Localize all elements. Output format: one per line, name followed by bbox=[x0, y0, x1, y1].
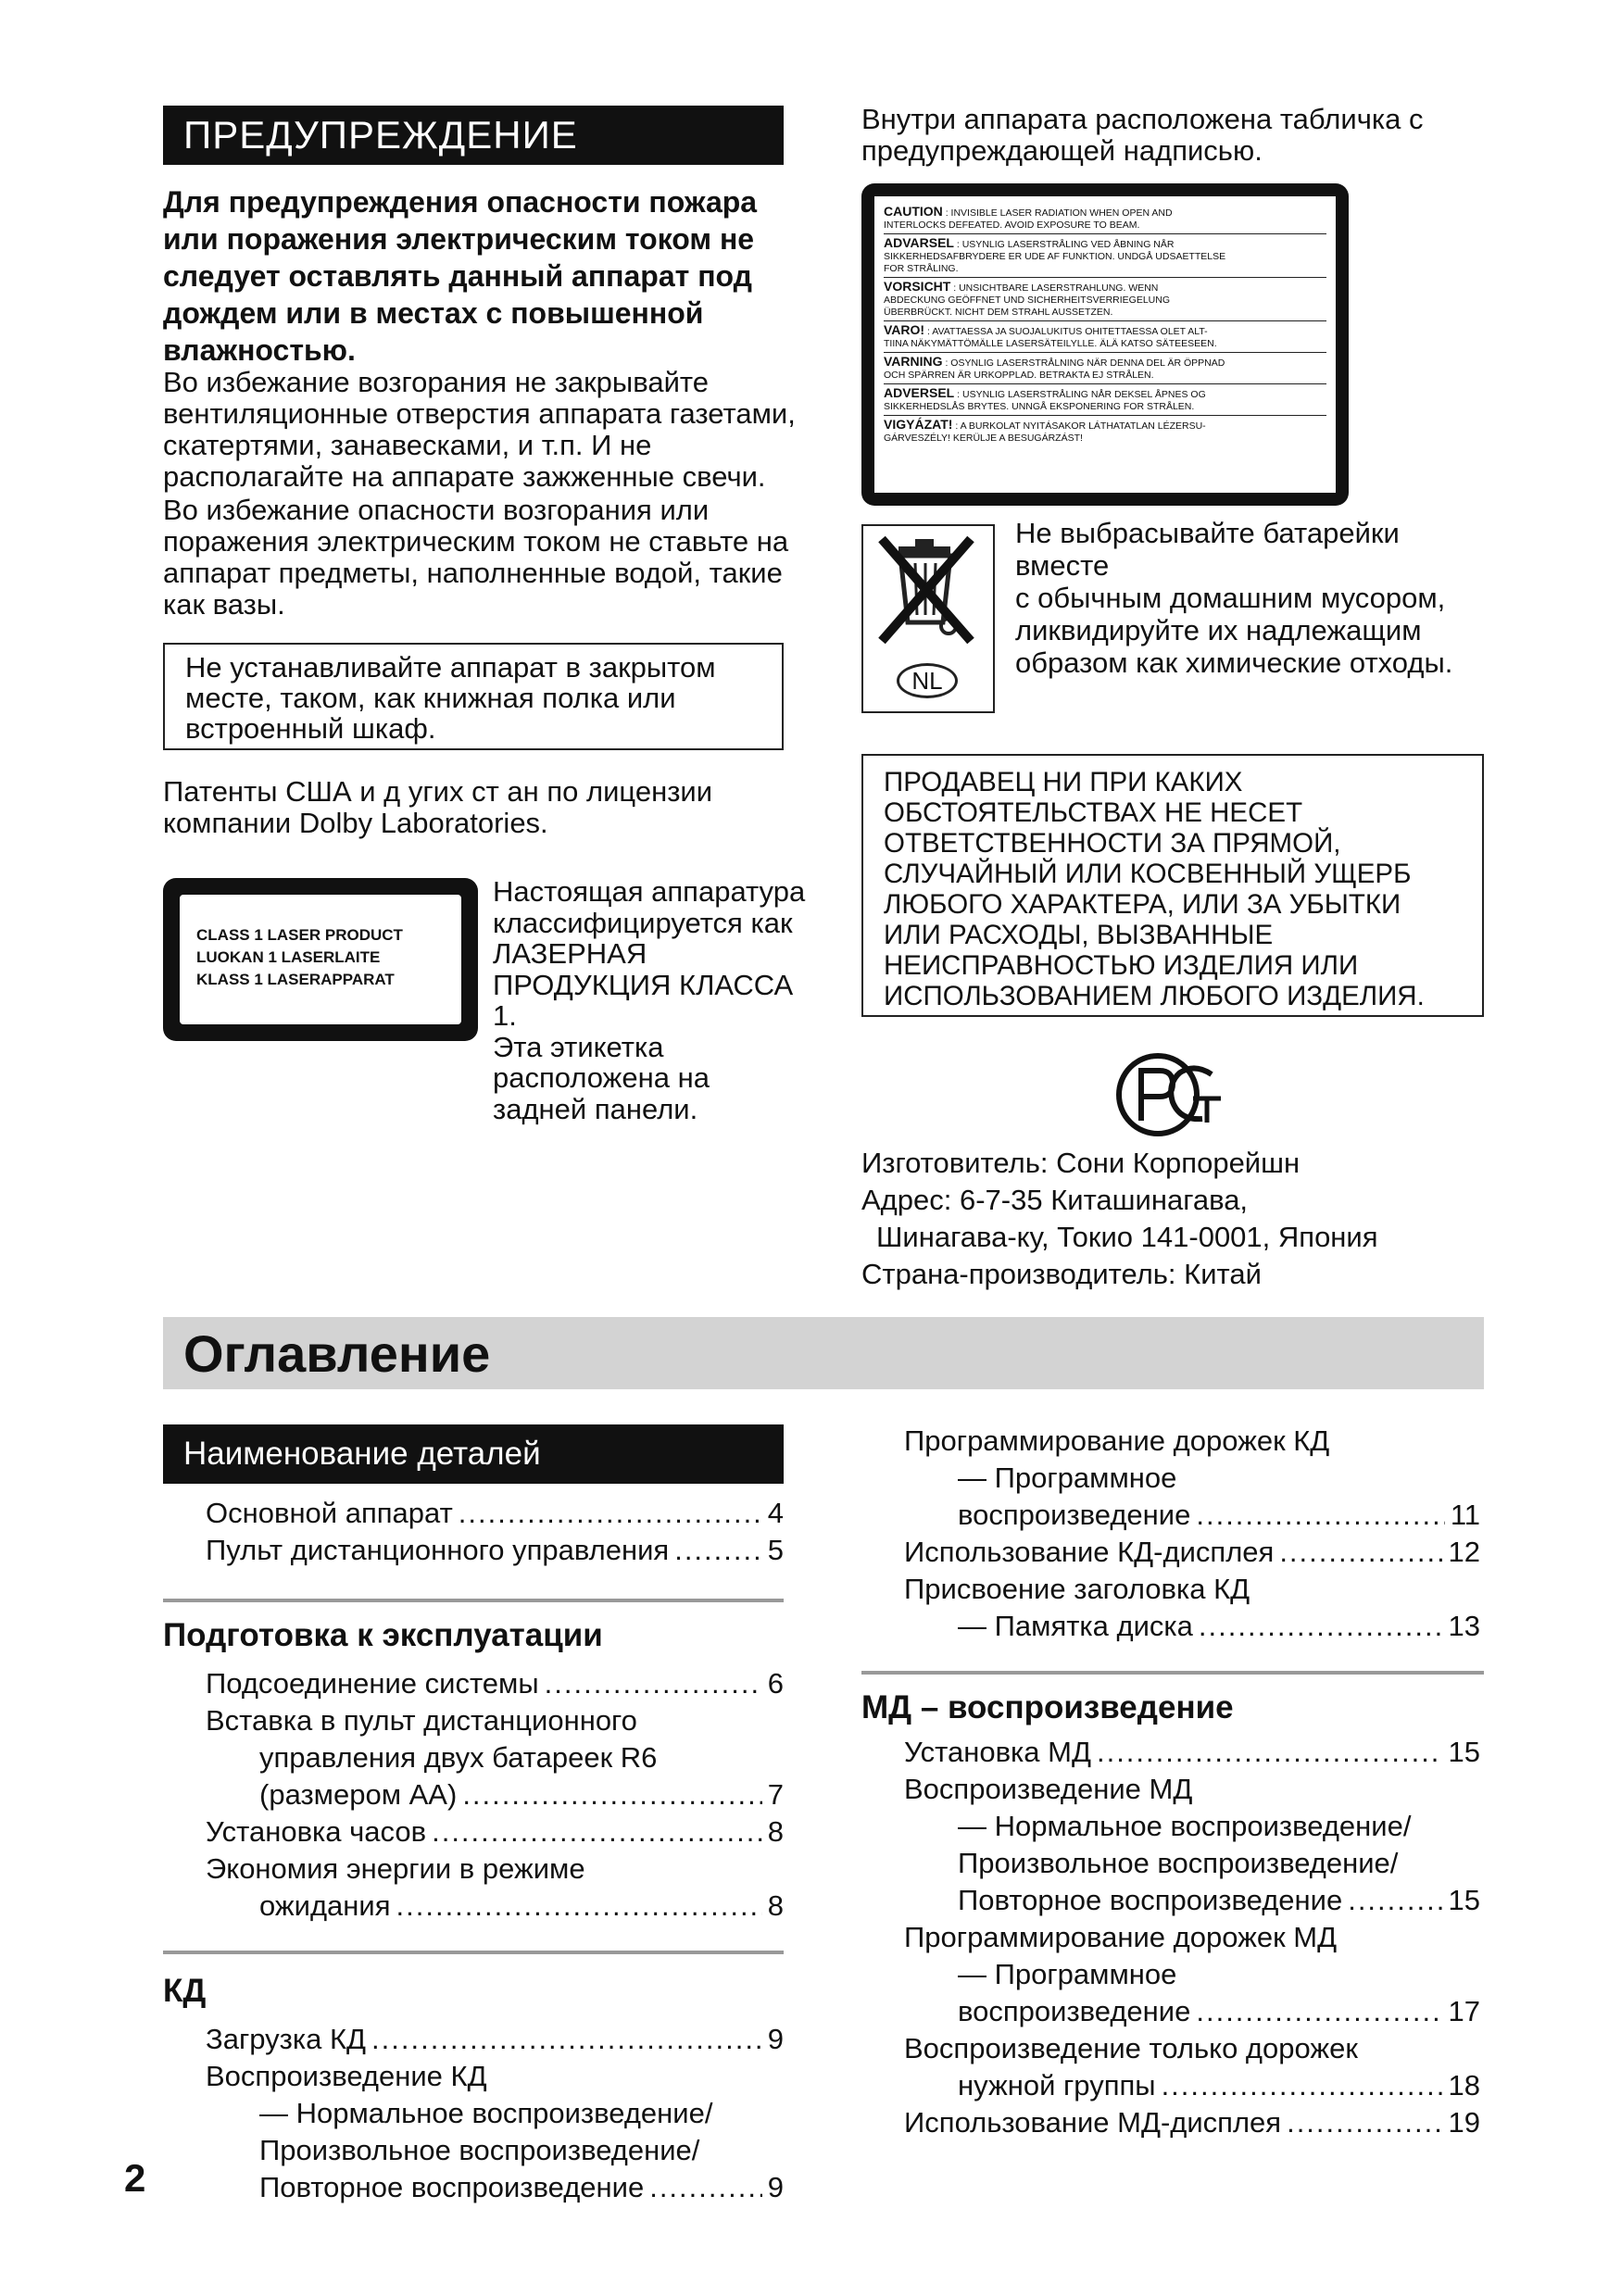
toc-entry[interactable]: воспроизведение ..... 11 bbox=[904, 1497, 1480, 1534]
warning-bold-text: Для предупреждения опасности пожара или поражения электрическим током не следует оставлять данный аппарат под дождем или в местах с повышенной влажностью. bbox=[163, 185, 758, 367]
installation-notice-box: Не устанавливайте аппарат в закрытом месте, таком, как книжная полка или встроенный шкаф. bbox=[163, 643, 784, 750]
warning-title-bar bbox=[163, 106, 784, 165]
certification-mark-icon bbox=[1115, 1047, 1230, 1143]
toc-entry[interactable]: Повторное воспроизведение ..... 9 bbox=[206, 2169, 784, 2206]
toc-entry[interactable]: Пульт дистанционного управления ..... 5 bbox=[206, 1532, 784, 1569]
section-divider bbox=[861, 1671, 1484, 1675]
toc-entry[interactable]: Повторное воспроизведение ..... 15 bbox=[904, 1882, 1480, 1919]
toc-section-prep-title: Подготовка к эксплуатации bbox=[163, 1617, 603, 1653]
laser-class-text: Настоящая аппаратура классифицируется как ЛАЗЕРНАЯ ПРОДУКЦИЯ КЛАССА 1. Эта этикетка расположена на задней панели. bbox=[493, 875, 806, 1125]
advarsel-dk-block: ADVARSEL : USYNLIG LASERSTRÅLING VED ÅBNING NÅR SIKKERHEDSAFBRYDERE ER UDE AF FUNKTION. UNDGÅ UDSAETTELSE FOR STRÅLING. bbox=[884, 237, 1326, 278]
toc-left-column bbox=[206, 1495, 784, 1569]
label-intro-text: Внутри аппарата расположена табличка с предупреждающей надписью. bbox=[861, 103, 1424, 167]
warning-paragraph-1: Во избежание возгорания не закрывайте вентиляционные отверстия аппарата газетами, скатертями, занавесками, и т.п. И не располагайте на аппарате зажженные свечи. bbox=[163, 366, 796, 493]
toc-entry[interactable]: Подсоединение системы ..... 6 bbox=[206, 1665, 784, 1702]
toc-entry[interactable]: — Памятка диска ..... 13 bbox=[904, 1608, 1480, 1645]
warning-paragraph-2: Во избежание опасности возгорания или поражения электрическим током не ставьте на аппарат предметы, наполненные водой, такие как вазы. bbox=[163, 494, 789, 621]
manufacturer-info: Изготовитель: Сони Корпорейшн Адрес: 6-7-35 Киташинагава, Шинагава-ку, Токио 141-0001, Япония Страна-производитель: Китай bbox=[861, 1147, 1378, 1290]
toc-entry[interactable]: нужной группы ..... 18 bbox=[904, 2067, 1480, 2104]
toc-entry[interactable]: Использование КД-дисплея ..... 12 bbox=[904, 1534, 1480, 1571]
toc-entry[interactable]: Основной аппарат ..... 4 bbox=[206, 1495, 784, 1532]
toc-entry[interactable]: Загрузка КД ..... 9 bbox=[206, 2021, 784, 2058]
varo-block: VARO! : AVATTAESSA JA SUOJALUKITUS OHITETTAESSA OLET ALT- TIINA NÄKYMÄTTÖMÄLLE LASERSÄTEILYLLE. ÄLÄ KATSO SÄTEESEEN. bbox=[884, 324, 1326, 353]
battery-disposal-panel bbox=[861, 524, 995, 713]
varning-block: VARNING : OSYNLIG LASERSTRÅLNING NÄR DENNA DEL ÄR ÖPPNAD OCH SPÄRREN ÄR URKOPPLAD. BETRAKTA EJ STRÅLEN. bbox=[884, 356, 1326, 384]
toc-entry[interactable]: воспроизведение ..... 17 bbox=[904, 1993, 1480, 2030]
toc-section-parts-bar bbox=[163, 1424, 784, 1484]
toc-section-md-title: МД – воспроизведение bbox=[861, 1689, 1234, 1725]
disclaimer-box: ПРОДАВЕЦ НИ ПРИ КАКИХ ОБСТОЯТЕЛЬСТВАХ НЕ НЕСЕТ ОТВЕТСТВЕННОСТИ ЗА ПРЯМОЙ, СЛУЧАЙНЫЙ ИЛИ КОСВЕННЫЙ УЩЕРБ ЛЮБОГО ХАРАКТЕРА, ИЛИ ЗА УБЫТКИ ИЛИ РАСХОДЫ, ВЫЗВАННЫЕ НЕИСПРАВНОСТЬЮ ИЗДЕЛИЯ ИЛИ ИСПОЛЬЗОВАНИЕМ ЛЮБОГО ИЗДЕЛИЯ. bbox=[861, 754, 1484, 1017]
toc-entry[interactable]: (размером АА) ..... 7 bbox=[206, 1776, 784, 1813]
nl-badge: NL bbox=[897, 663, 958, 698]
toc-right-column-top: Программирование дорожек КД — Программное воспроизведение ..... 11 Использование КД-дисплея ..... 12 Присвоение заголовка КД — Памятка диска ..... 13 bbox=[904, 1423, 1480, 1645]
toc-section-prep-list: Подсоединение системы ..... 6 Вставка в пульт дистанционного управления двух батареек R6 (размером АА) ..... 7 Установка часов ..... 8 Экономия энергии в режиме ожидания ..... 8 bbox=[206, 1665, 784, 1925]
laser-class-label: CLASS 1 LASER PRODUCT LUOKAN 1 LASERLAITE KLASS 1 LASERAPPARAT bbox=[163, 878, 478, 1041]
toc-title-bar bbox=[163, 1317, 1484, 1389]
toc-entry[interactable]: Установка часов ..... 8 bbox=[206, 1813, 784, 1851]
toc-section-md-list: Установка МД ..... 15 Воспроизведение МД — Нормальное воспроизведение/ Произвольное воспроизведение/ Повторное воспроизведение ..... 15 Программирование дорожек МД — Программное воспроизведение ..... 17 Воспроизведение только дорожек нужной группы ..... 18 Использование МД-дисплея ..... 19 bbox=[904, 1734, 1480, 2141]
toc-entry[interactable]: ожидания ..... 8 bbox=[206, 1888, 784, 1925]
patents-text: Патенты США и д угих ст ан по лицензии компании Dolby Laboratories. bbox=[163, 775, 713, 839]
warning-title: ПРЕДУПРЕЖДЕНИЕ bbox=[183, 113, 578, 157]
section-divider bbox=[163, 1599, 784, 1602]
section-divider bbox=[163, 1951, 784, 1954]
page-number: 2 bbox=[124, 2156, 146, 2200]
toc-section-cd-title: КД bbox=[163, 1973, 207, 2009]
toc-entry[interactable]: Установка МД ..... 15 bbox=[904, 1734, 1480, 1771]
advarsel-no-block: ADVERSEL : USYNLIG LASERSTRÅLING NÅR DEKSEL ÅPNES OG SIKKERHEDSLÅS BRYTES. UNNGÅ EKSPONERING FOR STRÅLEN. bbox=[884, 387, 1326, 416]
caution-label bbox=[861, 183, 1349, 506]
caution-block: CAUTION : INVISIBLE LASER RADIATION WHEN OPEN AND INTERLOCKS DEFEATED. AVOID EXPOSURE TO BEAM. bbox=[884, 206, 1326, 234]
battery-text: Не выбрасывайте батарейки вместе с обычным домашним мусором, ликвидируйте их надлежащим образом как химические отходы. bbox=[1015, 517, 1453, 679]
toc-title: Оглавление bbox=[183, 1324, 491, 1383]
vigyazat-block: VIGYÁZAT! : A BURKOLAT NYITÁSAKOR LÁTHATATLAN LÉZERSU- GÁRVESZÉLY! KERÜLJE A BESUGÁRZÁST! bbox=[884, 417, 1206, 444]
vorsicht-block: VORSICHT : UNSICHTBARE LASERSTRAHLUNG. WENN ABDECKUNG GEÖFFNET UND SICHERHEITSVERRIEGELUNG ÜBERBRÜCKT. NICHT DEM STRAHL AUSSETZEN. bbox=[884, 281, 1326, 321]
toc-section-cd-list: Загрузка КД ..... 9 Воспроизведение КД — Нормальное воспроизведение/ Произвольное воспроизведение/ Повторное воспроизведение ..... 9 bbox=[206, 2021, 784, 2206]
toc-entry[interactable]: Использование МД-дисплея ..... 19 bbox=[904, 2104, 1480, 2141]
toc-section-parts-title: Наименование деталей bbox=[183, 1436, 541, 1472]
